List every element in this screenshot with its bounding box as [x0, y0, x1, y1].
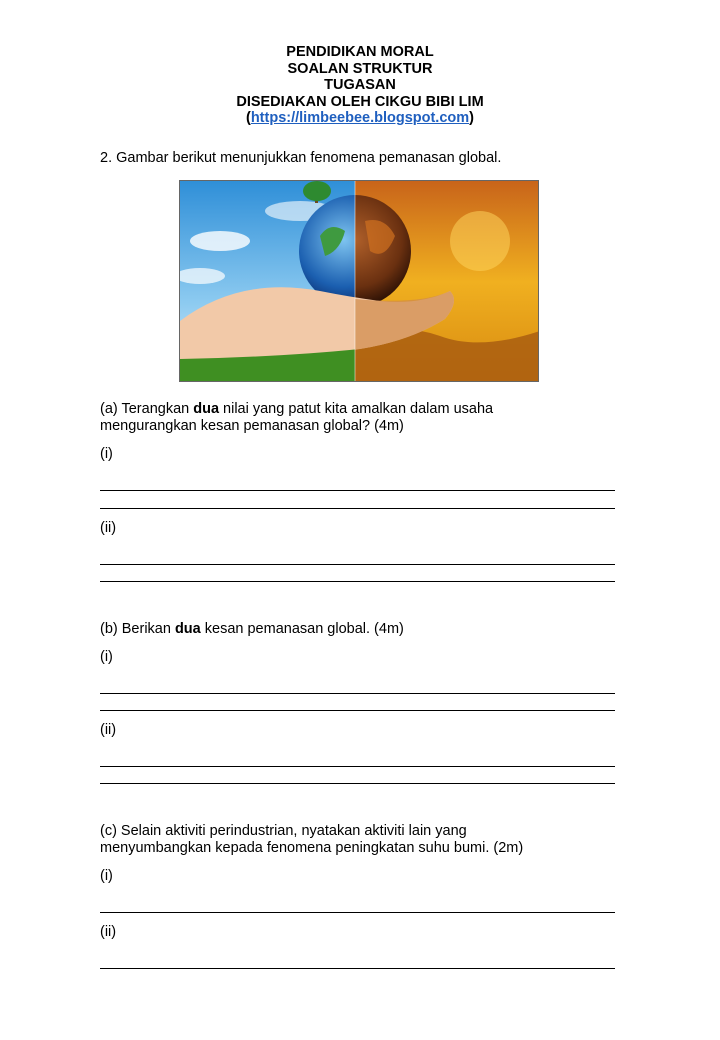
- answer-line[interactable]: [100, 564, 615, 565]
- answer-line[interactable]: [100, 490, 615, 491]
- global-warming-image: [179, 180, 539, 382]
- worksheet-header: [0, 44, 720, 127]
- part-b-question: (b) Berikan dua kesan pemanasan global. (4m): [100, 621, 404, 637]
- part-c-label-ii: (ii): [100, 924, 117, 940]
- author-line: DISEDIAKAN OLEH CIKGU BIBI LIM: [236, 93, 484, 110]
- answer-line[interactable]: [100, 508, 615, 509]
- worksheet-type: SOALAN STRUKTUR: [287, 60, 433, 77]
- part-a-label-ii: (ii): [100, 520, 117, 536]
- answer-line[interactable]: [100, 766, 615, 767]
- answer-line[interactable]: [100, 581, 615, 582]
- answer-line[interactable]: [100, 693, 615, 694]
- answer-line[interactable]: [100, 783, 615, 784]
- question-text: 2. Gambar berikut menunjukkan fenomena pemanasan global.: [100, 150, 502, 166]
- part-a-question-line2: mengurangkan kesan pemanasan global? (4m): [100, 418, 404, 434]
- blog-link-line: (https://limbeebee.blogspot.com): [245, 110, 474, 126]
- part-b-label-ii: (ii): [100, 722, 117, 738]
- part-c-question-line2: menyumbangkan kepada fenomena peningkatan suhu bumi. (2m): [100, 840, 524, 856]
- part-a-question: (a) Terangkan dua nilai yang patut kita amalkan dalam usaha: [100, 401, 494, 417]
- part-c-label-i: (i): [100, 868, 113, 884]
- subject-title: PENDIDIKAN MORAL: [286, 44, 434, 60]
- answer-line[interactable]: [100, 912, 615, 913]
- part-a-label-i: (i): [100, 446, 113, 462]
- part-b-label-i: (i): [100, 649, 113, 665]
- part-c-question: (c) Selain aktiviti perindustrian, nyatakan aktiviti lain yang: [100, 823, 467, 839]
- answer-line[interactable]: [100, 710, 615, 711]
- answer-line[interactable]: [100, 968, 615, 969]
- blog-link[interactable]: https://limbeebee.blogspot.com: [250, 110, 470, 126]
- assignment-label: TUGASAN: [324, 77, 396, 93]
